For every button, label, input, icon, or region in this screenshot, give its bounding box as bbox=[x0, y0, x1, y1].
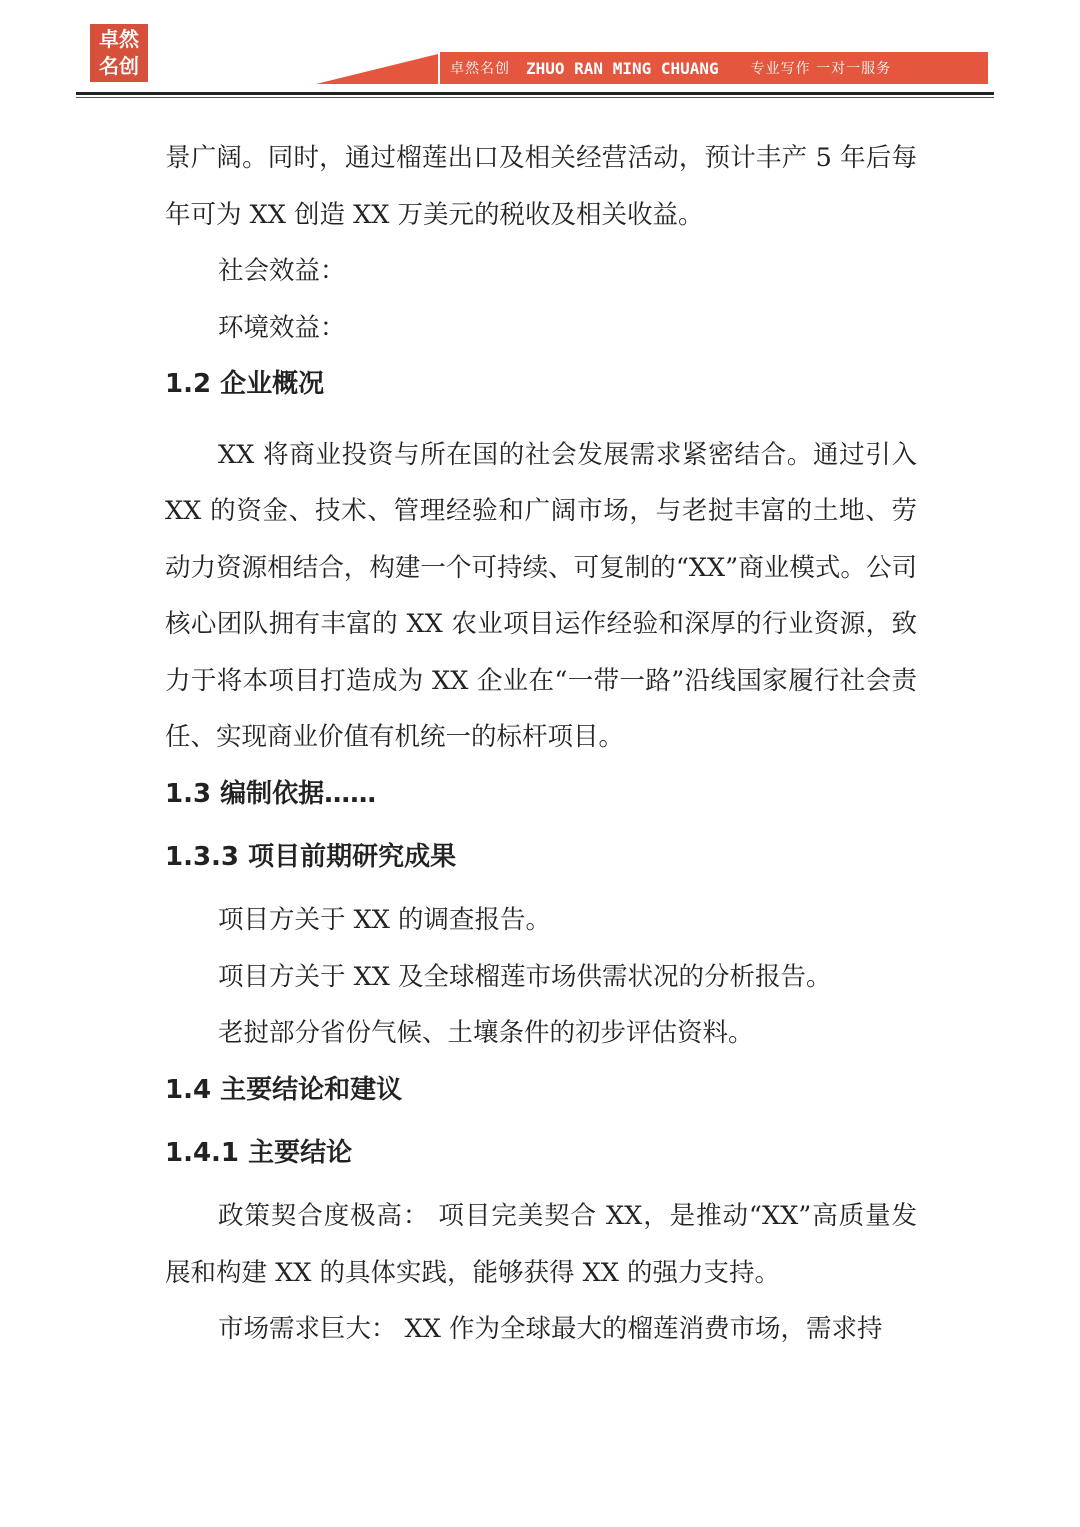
heading-1-3-3: 1.3.3 项目前期研究成果 bbox=[165, 842, 457, 872]
page-header bbox=[0, 0, 1080, 100]
header-rule bbox=[76, 92, 994, 95]
environment-benefit-label: 环境效益： bbox=[218, 312, 346, 343]
header-rule-thin bbox=[76, 97, 994, 98]
heading-1-4: 1.4 主要结论和建议 bbox=[165, 1074, 403, 1105]
heading-1-3: 1.3 编制依据…… bbox=[165, 778, 377, 809]
banner-chinese-name: 卓然名创 bbox=[450, 61, 510, 77]
document-body bbox=[165, 130, 917, 1358]
paragraph-conclusion-market: 市场需求巨大： XX 作为全球最大的榴莲消费市场，需求持 bbox=[218, 1314, 883, 1344]
social-benefit-label: 社会效益： bbox=[218, 256, 346, 286]
banner-slogan: 专业写作 一对一服务 bbox=[750, 61, 892, 77]
paragraph-conclusion-policy: 政策契合度极高： 项目完美契合 XX，是推动“XX”高质量发展和构建 XX 的具体实践，能够获得 XX 的强力支持。 bbox=[165, 1201, 917, 1288]
brand-logo: 卓然 名创 bbox=[90, 24, 148, 82]
paragraph-company-overview: XX 将商业投资与所在国的社会发展需求紧密结合。通过引入 XX 的资金、技术、管理经验和广阔市场，与老挝丰富的土地、劳动力资源相结合，构建一个可持续、可复制的“XX”商业模式。公司核心团队拥有丰富的 XX 农业项目运作经验和深厚的行业资源，致力于将本项目打造成为 XX 企业在“一带一路”沿线国家履行社会责任、实现商业价值有机统一的标杆项目。 bbox=[165, 439, 917, 752]
list-item: 老挝部分省份气候、土壤条件的初步评估资料。 bbox=[218, 1018, 754, 1048]
paragraph-benefits: 景广阔。同时，通过榴莲出口及相关经营活动，预计丰产 5 年后每年可为 XX 创造 XX 万美元的税收及相关收益。 bbox=[165, 143, 917, 230]
heading-1-2: 1.2 企业概况 bbox=[165, 369, 325, 399]
heading-1-4-1: 1.4.1 主要结论 bbox=[165, 1138, 353, 1168]
brand-banner bbox=[440, 52, 988, 84]
banner-english-name: ZHUO RAN MING CHUANG bbox=[526, 58, 719, 78]
banner-wedge bbox=[316, 54, 438, 84]
list-item: 项目方关于 XX 及全球榴莲市场供需状况的分析报告。 bbox=[218, 961, 832, 992]
list-item: 项目方关于 XX 的调查报告。 bbox=[218, 905, 552, 935]
